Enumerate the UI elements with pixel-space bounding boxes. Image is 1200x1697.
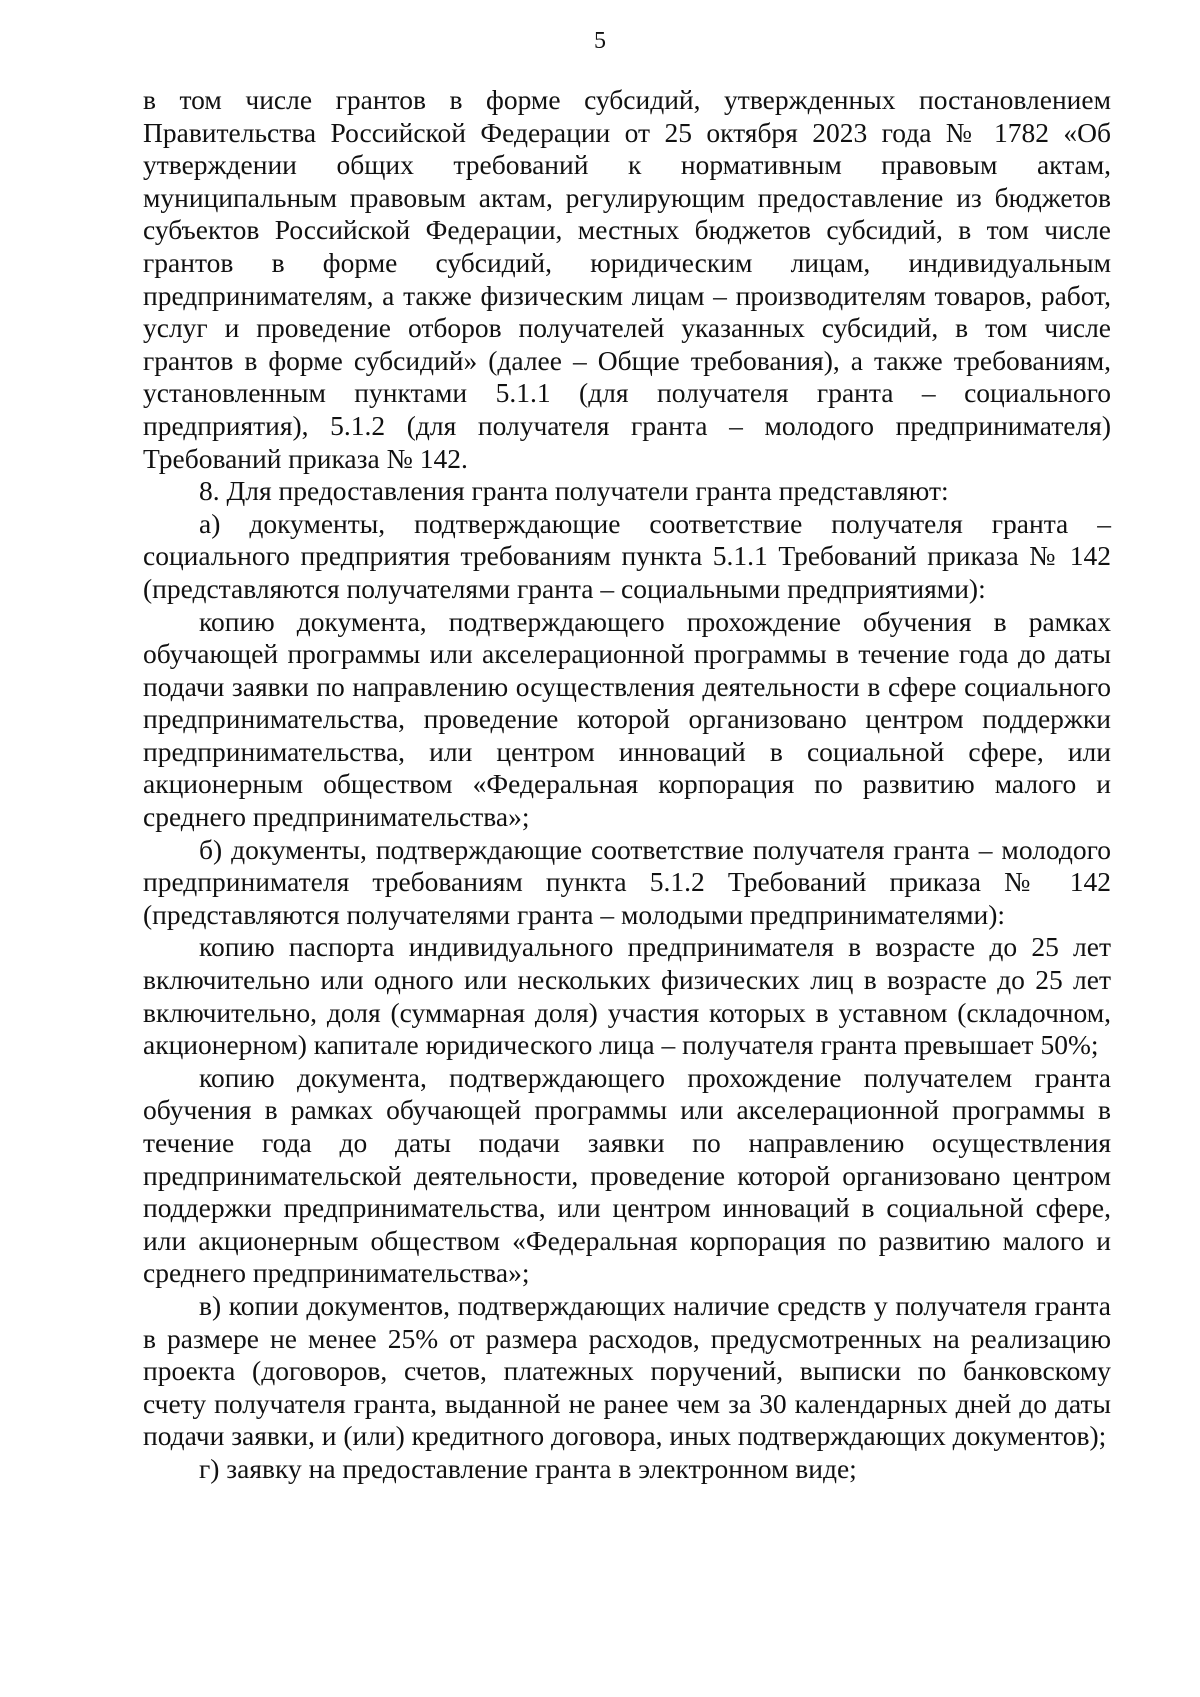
paragraph-continuation: в том числе грантов в форме субсидий, утвержденных постановлением Правительства Российской Федерации от 25 октября 2023 года № 1782 «Об утверждении общих требований к нормативным правовым актам, муниципальным правовым актам, регулирующим предоставление из бюджетов субъектов Российской Федерации, местных бюджетов субсидий, в том числе грантов в форме субсидий, юридическим лицам, индивидуальным предпринимателям, а также физическим лицам – производителям товаров, работ, услуг и проведение отборов получателей указанных субсидий, в том числе грантов в форме субсидий» (далее – Общие требования), а также требованиям, установленным пунктами 5.1.1 (для получателя гранта – социального предприятия), 5.1.2 (для получателя гранта – молодого предпринимателя) Требований приказа № 142.: [143, 84, 1111, 474]
paragraph-item-b: б) документы, подтверждающие соответствие получателя гранта – молодого предпринимателя требованиям пункта 5.1.2 Требований приказа № 142 (представляются получателями гранта – молодыми предпринимателями):: [143, 833, 1111, 930]
paragraph-item-v: в) копии документов, подтверждающих наличие средств у получателя гранта в размере не менее 25% от размера расходов, предусмотренных на реализацию проекта (договоров, счетов, платежных поручений, выписки по банковскому счету получателя гранта, выданной не ранее чем за 30 календарных дней до даты подачи заявки, и (или) кредитного договора, иных подтверждающих документов);: [143, 1289, 1111, 1452]
paragraph-item-8: 8. Для предоставления гранта получатели гранта представляют:: [199, 475, 949, 507]
paragraph-item-a: а) документы, подтверждающие соответствие получателя гранта – социального предприятия требованиям пункта 5.1.1 Требований приказа № 142 (представляются получателями гранта – социальными предприятиями):: [143, 507, 1111, 604]
paragraph-training-document-social: копию документа, подтверждающего прохождение обучения в рамках обучающей программы или акселерационной программы в течение года до даты подачи заявки по направлению осуществления деятельности в сфере социального предпринимательства, проведение которой организовано центром поддержки предпринимательства, или центром инноваций в социальной сфере, или акционерным обществом «Федеральная корпорация по развитию малого и среднего предпринимательства»;: [143, 605, 1111, 833]
page-number: 5: [594, 28, 606, 54]
paragraph-passport-copy: копию паспорта индивидуального предпринимателя в возрасте до 25 лет включительно или одного или нескольких физических лиц в возрасте до 25 лет включительно, доля (суммарная доля) участия которых в уставном (складочном, акционерном) капитале юридического лица – получателя гранта превышает 50%;: [143, 931, 1111, 1061]
document-body: [143, 84, 1111, 1486]
paragraph-item-g: г) заявку на предоставление гранта в электронном виде;: [199, 1452, 857, 1484]
paragraph-training-document-young: копию документа, подтверждающего прохождение получателем гранта обучения в рамках обучающей программы или акселерационной программы в течение года до даты подачи заявки по направлению осуществления предпринимательской деятельности, проведение которой организовано центром поддержки предпринимательства, или центром инноваций в социальной сфере, или акционерным обществом «Федеральная корпорация по развитию малого и среднего предпринимательства»;: [143, 1061, 1111, 1289]
